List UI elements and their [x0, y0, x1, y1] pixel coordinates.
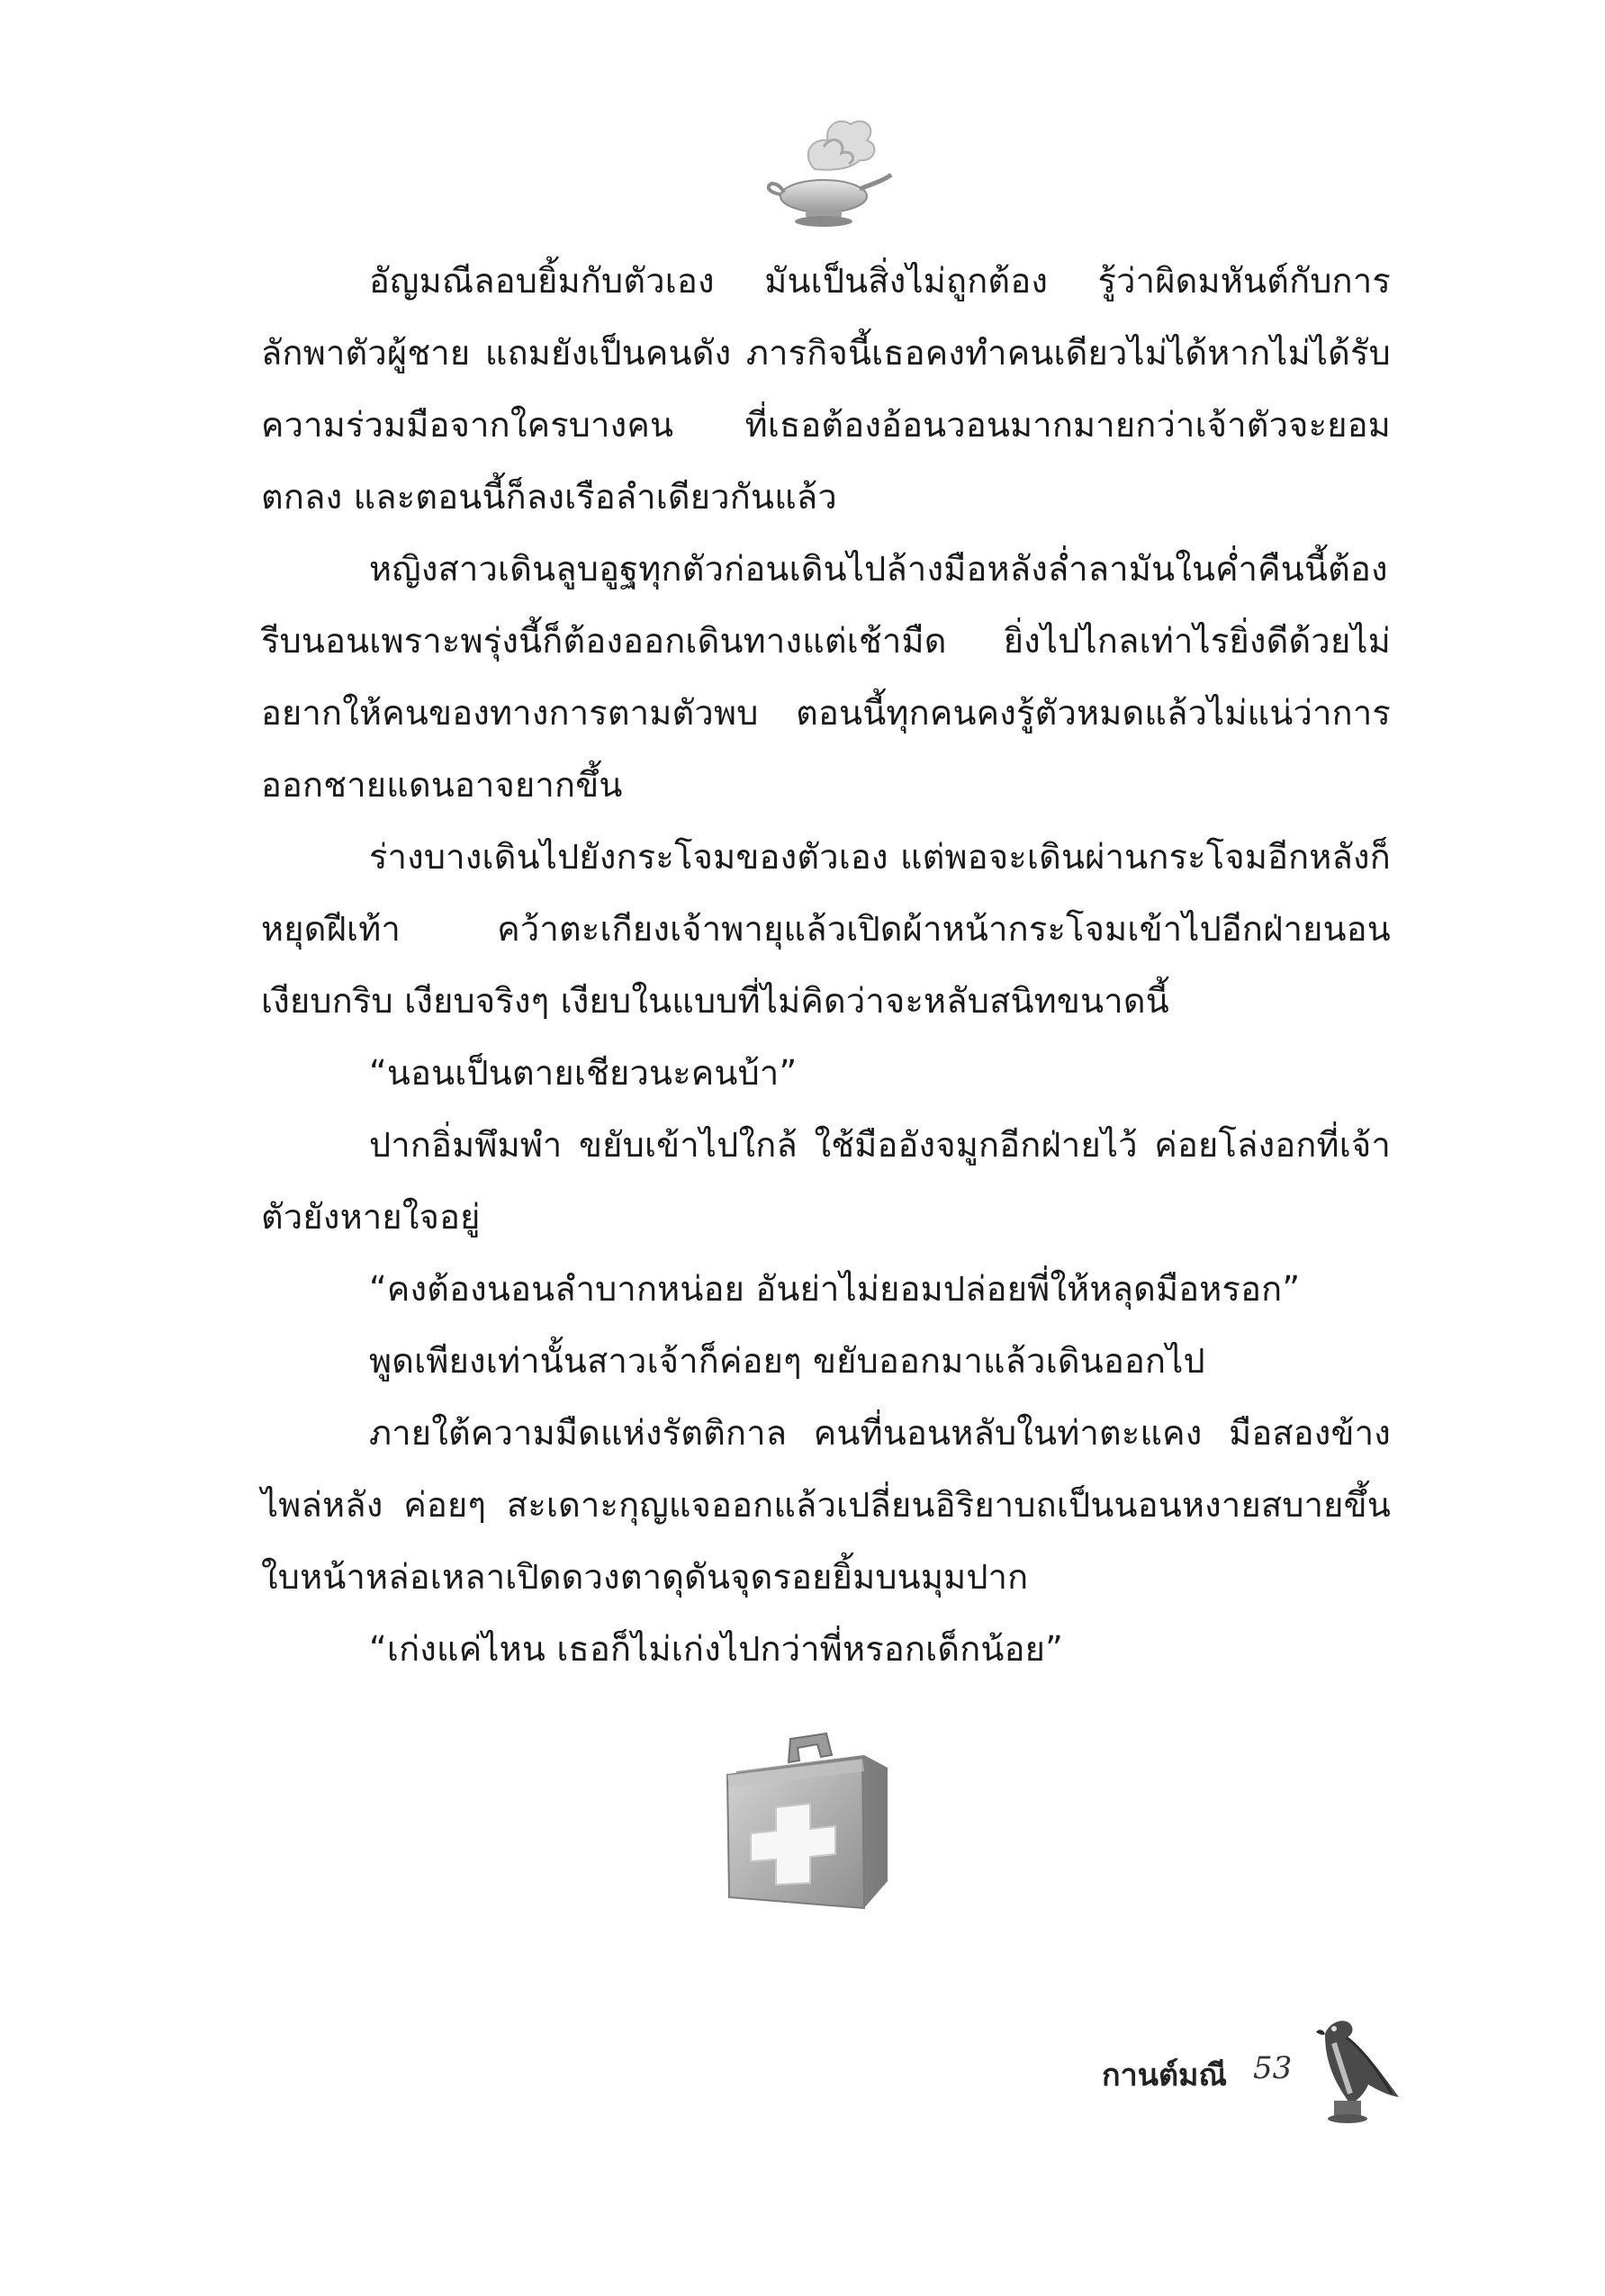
- dialogue-line: “คงต้องนอนลำบากหน่อย อันย่าไม่ยอมปล่อยพี่ให้หลุดมือหรอก”: [369, 1269, 1301, 1309]
- falcon-icon: [1298, 2007, 1406, 2124]
- paragraph: หญิงสาวเดินลูบอูฐทุกตัวก่อนเดินไปล้างมือหลังล่ำลามันในค่ำคืนนี้ต้องรีบนอนเพราะพรุ่งนี้ก็ต้องออกเดินทางแต่เช้ามืด ยิ่งไปไกลเท่าไรยิ่งดีด้วยไม่อยากให้คนของทางการตามตัวพบ ตอนนี้ทุกคนคงรู้ตัวหมดแล้วไม่แน่ว่าการออกชายแดนอาจยากขึ้น: [261, 549, 1391, 805]
- genie-lamp-icon: [761, 106, 896, 232]
- dialogue-line: “นอนเป็นตายเชียวนะคนบ้า”: [369, 1053, 798, 1093]
- paragraph: อัญมณีลอบยิ้มกับตัวเอง มันเป็นสิ่งไม่ถูกต้อง รู้ว่าผิดมหันต์กับการลักพาตัวผู้ชาย แถมยังเป็นคนดัง ภารกิจนี้เธอคงทำคนเดียวไม่ได้หากไม่ได้รับความร่วมมือจากใครบางคน ที่เธอต้องอ้อนวอนมากมายกว่าเจ้าตัวจะยอมตกลง และตอนนี้ก็ลงเรือลำเดียวกันแล้ว: [261, 261, 1391, 517]
- paragraph: ร่างบางเดินไปยังกระโจมของตัวเอง แต่พอจะเดินผ่านกระโจมอีกหลังก็หยุดฝีเท้า คว้าตะเกียงเจ้าพายุแล้วเปิดผ้าหน้ากระโจมเข้าไปอีกฝ่ายนอนเงียบกริบ เงียบจริงๆ เงียบในแบบที่ไม่คิดว่าจะหลับสนิทขนาดนี้: [261, 837, 1391, 1021]
- body-text: [261, 245, 1391, 1685]
- paragraph: พูดเพียงเท่านั้นสาวเจ้าก็ค่อยๆ ขยับออกมาแล้วเดินออกไป: [369, 1341, 1205, 1381]
- page-number: 53: [1253, 2050, 1293, 2086]
- dialogue-line: “เก่งแค่ไหน เธอก็ไม่เก่งไปกว่าพี่หรอกเด็กน้อย”: [369, 1629, 1063, 1669]
- book-title: กานต์มณี: [1102, 2057, 1227, 2093]
- paragraph: ภายใต้ความมืดแห่งรัตติกาล คนที่นอนหลับในท่าตะแคง มือสองข้างไพล่หลัง ค่อยๆ สะเดาะกุญแจออกแล้วเปลี่ยนอิริยาบถเป็นนอนหงายสบายขึ้น ใบหน้าหล่อเหลาเปิดดวงตาดุดันจุดรอยยิ้มบนมุมปาก: [261, 1413, 1391, 1597]
- paragraph: ปากอิ่มพึมพำ ขยับเข้าไปใกล้ ใช้มืออังจมูกอีกฝ่ายไว้ ค่อยโล่งอกที่เจ้าตัวยังหายใจอยู่: [261, 1125, 1391, 1237]
- first-aid-kit-icon: [720, 1728, 900, 1922]
